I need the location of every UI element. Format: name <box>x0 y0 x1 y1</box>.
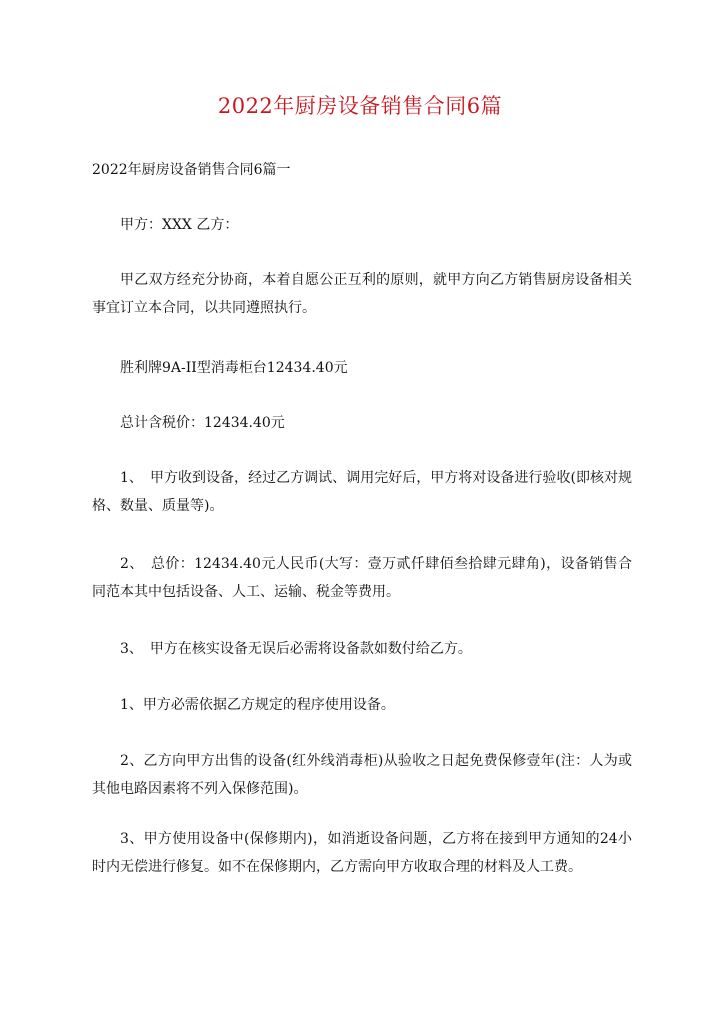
item-line: 胜利牌9A-II型消毒柜台12434.40元 <box>120 360 348 376</box>
duty-1: 1、甲方必需依据乙方规定的程序使用设备。 <box>120 697 395 713</box>
duty-2: 2、乙方向甲方出售的设备(红外线消毒柜)从验收之日起免费保修壹年(注：人为或其他电路因素将不列入保修范围)。 <box>92 753 632 797</box>
clause-3: 3、 甲方在核实设备无误后必需将设备款如数付给乙方。 <box>120 641 472 657</box>
section-heading: 2022年厨房设备销售合同6篇一 <box>92 162 291 178</box>
clause-2: 2、 总价：12434.40元人民币(大写：壹万贰仟肆佰叁拾肆元肆角)，设备销售合同范本其中包括设备、人工、运输、税金等费用。 <box>92 556 632 600</box>
intro-paragraph: 甲乙双方经充分协商，本着自愿公正互利的原则，就甲方向乙方销售厨房设备相关事宜订立本合同，以共同遵照执行。 <box>92 272 632 316</box>
document-title: 2022年厨房设备销售合同6篇 <box>217 94 503 118</box>
clause-1: 1、 甲方收到设备，经过乙方调试、调用完好后，甲方将对设备进行验收(即核对规格、数量、质量等)。 <box>92 470 632 514</box>
total-price-line: 总计含税价：12434.40元 <box>120 415 285 431</box>
duty-3: 3、甲方使用设备中(保修期内)，如消逝设备问题，乙方将在接到甲方通知的24小时内无偿进行修复。如不在保修期内，乙方需向甲方收取合理的材料及人工费。 <box>92 831 632 875</box>
parties-line: 甲方：XXX 乙方： <box>120 217 239 233</box>
